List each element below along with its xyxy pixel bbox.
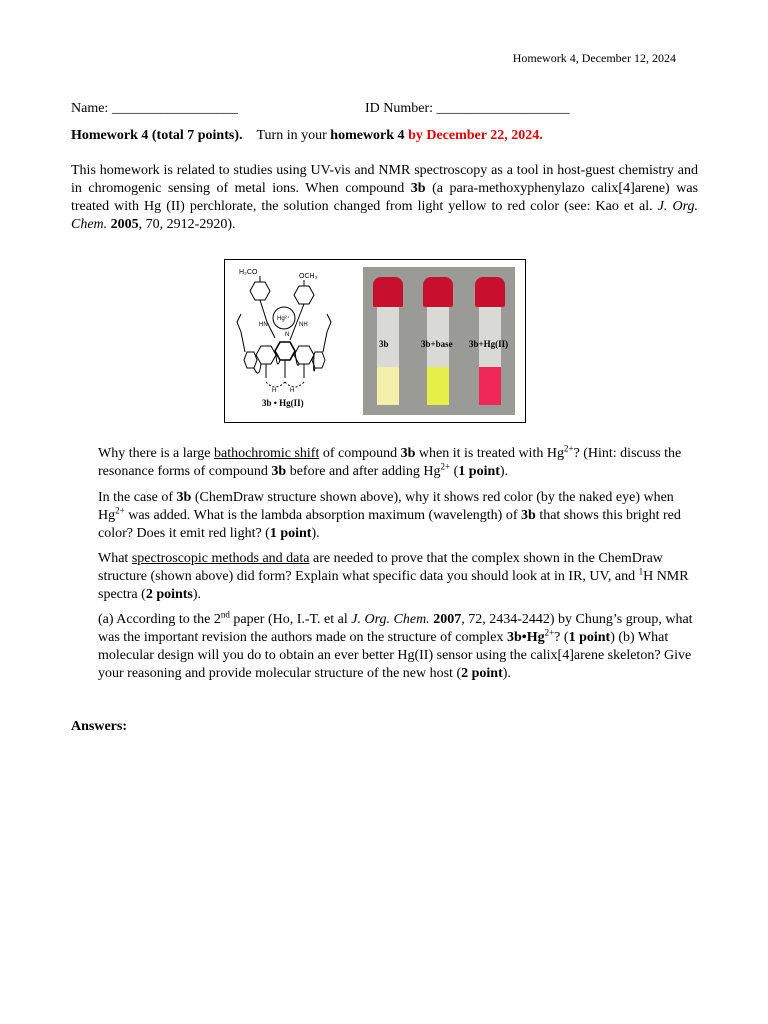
title-bold: Homework 4 (total 7 points).: [71, 128, 243, 143]
cuvette-3b-hg: [469, 277, 509, 405]
intro-year: 2005: [110, 217, 139, 232]
deadline-period: .: [539, 128, 543, 143]
intro-text-1: This homework is related to studies using UV-vis and NMR spectroscopy as a tool in host-guest chemistry and in chromogenic sensing of metal ions. When compound: [71, 163, 698, 196]
question-4: (a) According to the 2nd paper (Ho, I.-T. et al J. Org. Chem. 2007, 72, 2434-2442) by Chung’s group, what was the important revision the authors made on the structure of complex $3b•Hg^{2+}$? (1 point) (b) What molecular design will you do to obtain an ever better Hg(II) sensor using the calix[4]arene skeleton? Give your reasoning and provide molecular structure of the new host (2 point).: [98, 609, 693, 681]
tube-label-3b-base: 3b+base: [421, 339, 453, 349]
solution-3b: [377, 367, 399, 405]
deadline-text: by December 22, 2024: [408, 128, 540, 143]
points-badge: 1 point: [269, 526, 312, 541]
svg-text:H: H: [272, 388, 277, 394]
cuvette-3b: [373, 277, 403, 405]
intro-text-2: (a para-methoxyphenylazo calix[4]arene) was treated with Hg (II) perchlorate, the solution changed from light yellow to red color (see: Kao et al.: [71, 181, 698, 214]
cuvette-photo: [363, 267, 515, 415]
points-badge: 2 point: [461, 666, 503, 681]
points-badge: 1 point: [568, 630, 611, 645]
cap-icon: [475, 277, 505, 307]
cuvette-3b-base: [423, 277, 453, 405]
question-3: What spectroscopic methods and data are needed to prove that the complex shown in the ChemDraw structure (shown above) did form? Explain what specific data you should look at in IR, UV, and $^1$H NMR spectra (2 points).: [98, 551, 689, 602]
title-middle: Turn in your: [256, 128, 331, 143]
svg-text:HN: HN: [259, 322, 268, 328]
svg-text:H: H: [290, 388, 295, 394]
name-field[interactable]: Name: __________________: [71, 101, 238, 116]
homework-title: [71, 127, 711, 145]
cap-icon: [423, 277, 453, 307]
tube-label-3b: 3b: [379, 339, 389, 349]
intro-journal: J. Org. Chem.: [71, 199, 698, 232]
question-1: Why there is a large bathochromic shift of compound 3b when it is treated with $Hg^{2+}$? (Hint: discuss the resonance forms of compound 3b before and after adding $Hg^{2+}$ (1 point).: [98, 443, 682, 479]
intro-text-3: , 70, 2912-2920).: [138, 217, 236, 232]
calixarene-structure: [227, 260, 363, 422]
hg-label: Hg²⁺: [277, 316, 290, 322]
title-hw: homework 4: [330, 128, 405, 143]
figure-box: [224, 259, 526, 423]
methoxy-right-label: OCH₃: [299, 273, 318, 280]
question-2: In the case of 3b (ChemDraw structure shown above), why it shows red color (by the naked eye) when $Hg^{2+}$ was added. What is the lambda absorption maximum (wavelength) of 3b that shows this bright red color? Does it emit red light? (1 point).: [98, 490, 681, 541]
intro-compound: 3b: [410, 181, 426, 196]
cap-icon: [373, 277, 403, 307]
points-badge: 2 points: [145, 587, 193, 602]
tube-label-3b-hg: 3b+Hg(II): [469, 339, 509, 349]
svg-text:NH: NH: [299, 322, 308, 328]
name-id-row: [71, 100, 701, 118]
points-badge: 1 point: [458, 464, 500, 479]
spectroscopic-methods-term: spectroscopic methods and data: [131, 551, 310, 566]
header-date: Homework 4, December 12, 2024: [512, 51, 676, 65]
answers-heading: Answers:: [71, 719, 127, 734]
methoxy-left-label: H₃CO: [239, 269, 258, 276]
id-number-field[interactable]: ID Number: ___________________: [365, 101, 570, 116]
solution-3b-base: [427, 367, 449, 405]
solution-3b-hg: [479, 367, 501, 405]
intro-paragraph: [71, 162, 698, 234]
structure-caption: 3b • Hg(II): [262, 398, 304, 408]
svg-text:N: N: [285, 332, 290, 338]
bathochromic-shift-term: bathochromic shift: [213, 446, 320, 461]
